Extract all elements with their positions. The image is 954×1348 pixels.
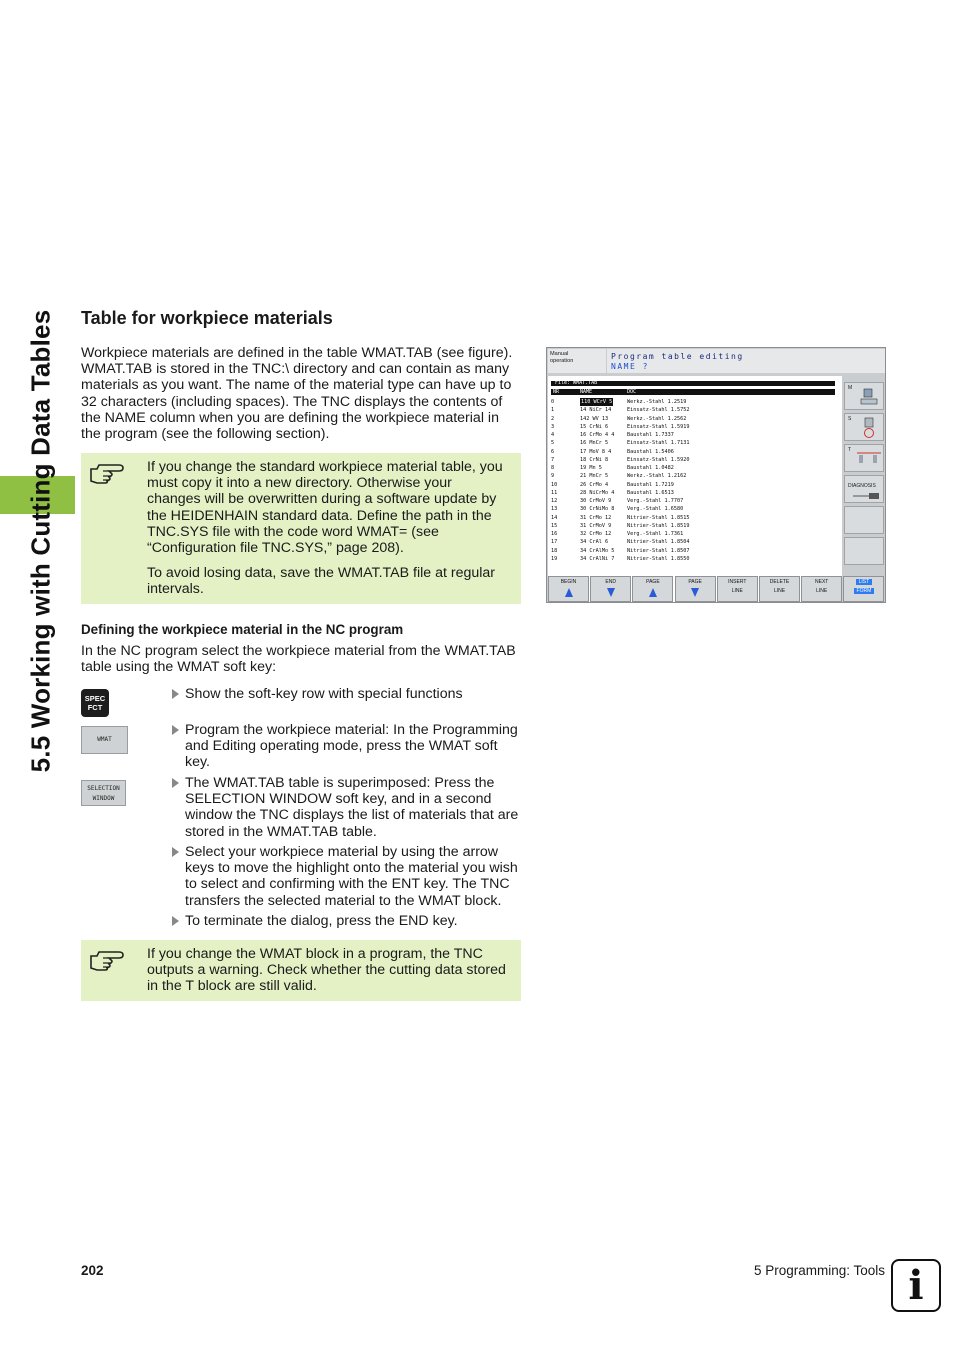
spec-fct-key-label-2: FCT [87,703,103,712]
cell-name: 30 CrNiMo 8 [580,506,615,513]
side-button-t[interactable] [844,444,884,472]
softkey-begin-0[interactable] [548,576,589,602]
cell-nr: 7 [551,456,555,463]
softkey-page-2[interactable] [632,576,673,602]
screen-side-panel [844,376,885,573]
cell-doc: Verg.-Stahl 1.6580 [627,506,684,513]
screen-header-prompt: NAME ? [611,362,649,371]
screen-header [607,349,885,373]
cell-name: 32 CrMo 12 [580,531,612,537]
table-row[interactable] [551,514,835,522]
side-button-empty-2[interactable] [844,537,884,565]
softkey-label-2: LINE [731,588,743,594]
arrow-down-icon [691,588,699,597]
section-heading: Table for workpiece materials [81,308,333,328]
cell-name: 34 CrAl 6 [580,539,609,546]
step-5 [172,913,522,929]
softkey-label: END [605,579,616,585]
table-row[interactable] [551,398,835,406]
cell-nr: 14 [551,514,558,521]
cell-name: 16 CrMo 4 4 [580,432,615,438]
bullet-triangle-icon [172,689,179,699]
step-1 [172,686,522,702]
note-box-2 [81,940,521,1001]
screen-mode-line-1: Manual [550,351,569,357]
softkey-label: DELETE [769,579,790,585]
screen-file-label: File: WMAT.TAB [551,381,835,386]
cell-nr: 0 [551,399,555,405]
cell-name: 34 CrAlMo 5 [580,547,615,554]
cell-nr: 5 [551,440,555,447]
cell-doc: Verg.-Stahl 1.7707 [627,498,684,504]
subsection-intro: In the NC program select the workpiece material from the WMAT.TAB table using the WMAT soft key: [81,643,516,676]
cell-nr: 12 [551,498,558,504]
note-1-paragraph-1: If you change the standard workpiece material table, you must copy it into a new directory. Otherwise your changes will be overwritten during a software update by the HEIDENHAIN standard data. Define the path in the TNC.SYS file with the code word WMAT= (see “Configuration file TNC.SYS,” page 208). [147,459,503,557]
table-row[interactable] [551,464,835,472]
softkey-label-2: FORM [854,588,875,594]
cell-doc: Nitrier-Stahl 1.8519 [627,522,690,529]
cell-doc: Werkz.-Stahl 1.2519 [627,399,687,405]
cell-name: 26 CrMo 4 [580,481,609,488]
table-row[interactable] [551,456,835,464]
side-t-label: T [848,447,852,453]
column-nr: NR [553,389,560,395]
side-chapter-title-text: 5.5 Working with Cutting Data Tables [25,309,56,773]
cell-nr: 13 [551,506,558,513]
selection-softkey-label-2: WINDOW [92,795,115,802]
cell-name: 15 CrNi 6 [580,423,609,430]
step-1-text: Show the soft-key row with special functions [185,686,463,702]
bullet-triangle-icon [172,725,179,735]
screen-mode-panel [548,349,606,373]
spec-fct-key[interactable] [81,689,109,717]
cell-nr: 6 [551,448,555,455]
spindle-icon [859,417,879,439]
screen-softkey-row [548,576,885,602]
screen-table [548,376,842,602]
cell-doc: Einsatz-Stahl 1.7131 [627,440,690,447]
cell-doc: Nitrier-Stahl 1.8515 [627,514,690,521]
step-4 [172,844,522,909]
cell-name: 142 WV 13 [580,415,609,422]
cell-nr: 11 [551,489,558,496]
cell-doc: Einsatz-Stahl 1.5920 [627,456,690,463]
side-diagnosis-label: DIAGNOSIS [848,483,876,489]
cell-name: 17 MoV 8 4 [580,448,612,455]
softkey-label: PAGE [646,579,660,585]
cell-name: 19 Mn 5 [580,465,602,471]
cell-doc: Werkz.-Stahl 1.2162 [627,473,687,480]
cell-nr: 16 [551,531,558,537]
cell-nr: 9 [551,473,555,480]
selection-softkey-label-1: SELECTION [87,785,120,792]
table-row[interactable] [551,547,835,555]
bullet-triangle-icon [172,778,179,788]
cell-doc: Werkz.-Stahl 1.2562 [627,415,687,422]
screen-mode-line-2: operation [550,358,574,364]
pointing-hand-icon [89,948,125,972]
diagnosis-icon [851,491,881,501]
side-button-diagnosis[interactable] [844,475,884,503]
note-1-paragraph-2: To avoid losing data, save the WMAT.TAB file at regular intervals. [147,565,496,598]
cell-doc: Nitrier-Stahl 1.8507 [627,547,690,554]
table-row[interactable] [551,439,835,447]
spec-fct-key-label-1: SPEC [84,694,106,703]
cell-nr: 4 [551,432,555,438]
cell-name: 110 WCrV 5 [581,399,613,405]
info-icon [891,1259,941,1312]
footer-chapter: 5 Programming: Tools [753,1263,885,1278]
wmat-softkey-label: WMAT [97,736,112,743]
note-box-1 [81,453,521,604]
cell-nr: 10 [551,481,558,488]
wmat-softkey[interactable] [81,726,128,754]
table-row[interactable] [551,555,835,563]
softkey-label: LIST [856,579,873,585]
softkey-page-3[interactable] [675,576,716,602]
info-glyph: i [908,1262,924,1309]
cell-name: 21 MnCr 5 [580,473,609,480]
table-row[interactable] [551,505,835,513]
softkey-next-line-6[interactable] [801,576,842,602]
softkey-label-2: LINE [816,588,828,594]
step-4-text: Select your workpiece material by using the arrow keys to move the highlight onto the material you wish to select and confirming with the ENT key. The TNC transfers the selected material to the WMAT block. [185,844,518,909]
cell-doc: Einsatz-Stahl 1.5919 [627,423,690,430]
side-button-m[interactable] [844,382,884,410]
cell-doc: Nitrier-Stahl 1.8504 [627,539,690,546]
cell-nr: 8 [551,465,555,471]
softkey-label-2: LINE [773,588,786,594]
softkey-delete-line-5[interactable] [759,576,800,602]
cell-nr: 18 [551,547,558,554]
table-row[interactable] [551,415,835,423]
arrow-down-icon [607,588,615,597]
screen-header-title: Program table editing [611,352,744,361]
table-row[interactable] [551,522,835,530]
cell-name: 14 NiCr 14 [580,407,612,414]
table-row[interactable] [551,530,835,538]
cell-nr: 1 [551,407,555,414]
step-3-text: The WMAT.TAB table is superimposed: Press the SELECTION WINDOW soft key, and in a second window the TNC displays the list of materials that are stored in the WMAT.TAB table. [185,775,519,840]
cell-doc: Verg.-Stahl 1.7361 [627,531,684,537]
softkey-list-form-7[interactable] [843,576,884,602]
subsection-heading: Defining the workpiece material in the NC program [81,622,404,637]
cell-doc: Baustahl 1.6513 [627,489,674,496]
step-3 [172,775,522,840]
bullet-triangle-icon [172,916,179,926]
cell-nr: 15 [551,522,558,529]
softkey-end-1[interactable] [590,576,631,602]
step-2 [172,722,522,771]
selection-window-softkey[interactable] [81,780,126,806]
cell-doc: Baustahl 1.0482 [627,465,674,471]
cell-name: 16 MnCr 5 [580,440,609,447]
cell-doc: Baustahl 1.7219 [627,481,674,488]
column-name: NAME [580,389,593,395]
cell-nr: 2 [551,415,555,422]
cell-name: 31 CrMo 12 [580,514,612,521]
side-button-empty-1[interactable] [844,506,884,534]
softkey-label: BEGIN [560,579,577,585]
table-row[interactable] [551,481,835,489]
arrow-up-icon [565,588,573,597]
softkey-label: PAGE [688,579,702,585]
table-row[interactable] [551,489,835,497]
pointing-hand-icon [89,461,125,485]
cell-name: 30 CrMoV 9 [580,498,612,504]
cell-name: 31 CrMoV 9 [580,522,612,529]
step-5-text: To terminate the dialog, press the END key. [185,913,458,929]
cell-doc: Baustahl 1.7337 [627,432,674,438]
table-row[interactable] [551,406,835,414]
table-row[interactable] [551,472,835,480]
tnc-screen-figure [546,347,886,603]
step-2-text: Program the workpiece material: In the Programming and Editing operating mode, press the WMAT soft key. [185,722,518,771]
table-row[interactable] [551,538,835,546]
table-row[interactable] [551,423,835,431]
table-row[interactable] [551,448,835,456]
arrow-up-icon [649,588,657,597]
softkey-insert-line-4[interactable] [717,576,758,602]
cell-nr: 19 [551,555,558,562]
tool-icon [855,447,883,469]
softkey-label: INSERT [728,579,747,585]
bullet-triangle-icon [172,847,179,857]
note-2-paragraph: If you change the WMAT block in a program, the TNC outputs a warning. Check whether the cutting data stored in the T block are still valid. [147,946,506,995]
table-row[interactable] [551,497,835,505]
softkey-label: NEXT [815,579,829,585]
cell-doc: Baustahl 1.5406 [627,448,674,455]
cell-nr: 17 [551,539,558,546]
side-s-label: S [848,416,852,422]
cell-name: 28 NiCrMo 4 [580,489,615,496]
page-number: 202 [81,1263,104,1278]
section-intro: Workpiece materials are defined in the table WMAT.TAB (see figure). WMAT.TAB is stored in the TNC:\ directory and can contain as many materials as you want. The name of the material type can have up to 32 characters (including spaces). The TNC displays the contents of the NAME column when you are defining the workpiece material in the program (see the following section). [81,345,513,443]
table-row[interactable] [551,431,835,439]
cell-name: 18 CrNi 8 [580,456,609,463]
machine-icon [859,387,879,407]
cell-doc: Einsatz-Stahl 1.5752 [627,407,690,414]
column-doc: DOC [627,389,637,395]
side-button-s[interactable] [844,413,884,441]
cell-doc: Nitrier-Stahl 1.8550 [627,555,690,562]
side-m-label: M [848,385,853,391]
screen-column-header [551,389,835,395]
cell-nr: 3 [551,423,555,430]
cell-name: 34 CrAlNi 7 [580,555,615,562]
